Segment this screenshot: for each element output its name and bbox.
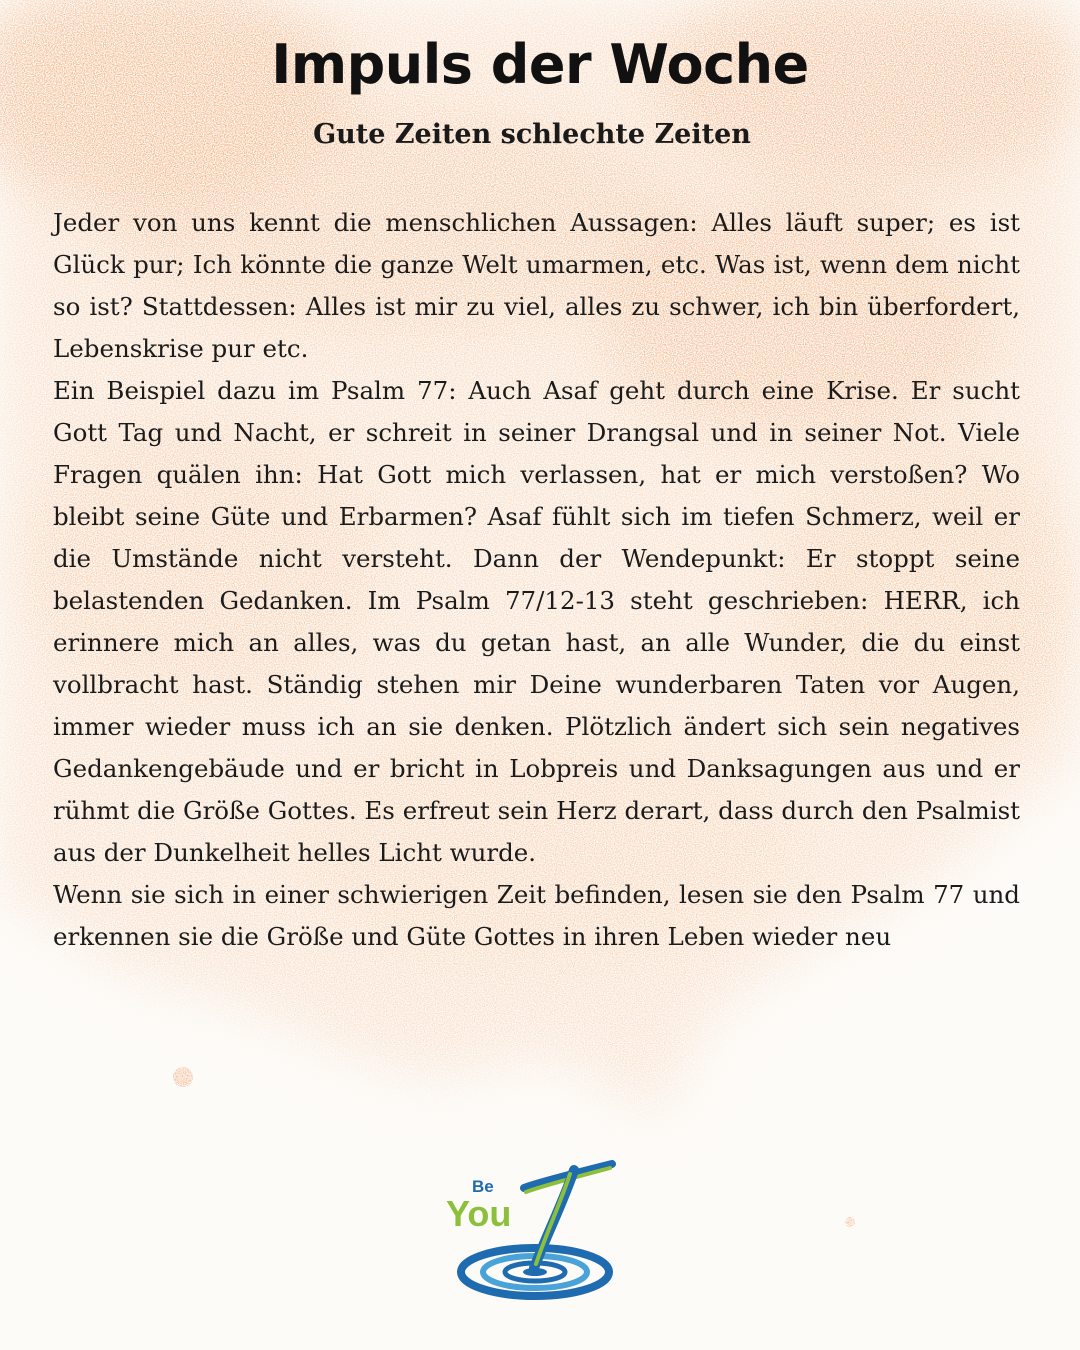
paragraph-3: Wenn sie sich in einer schwierigen Zeit befinden, lesen sie den Psalm 77 und erkennen sie die Größe und Güte Gottes in ihren Leben wieder neu [53, 880, 1020, 951]
page-subtitle: Gute Zeiten schlechte Zeiten [313, 119, 751, 150]
body-text [53, 202, 1020, 958]
page-title: Impuls der Woche [271, 33, 809, 96]
be-you-logo [440, 1160, 625, 1310]
paragraph-1: Jeder von uns kennt die menschlichen Aussagen: Alles läuft super; es ist Glück pur; Ich könnte die ganze Welt umarmen, etc. Was ist, wenn dem nicht so ist? Stattdessen: Alles ist mir zu viel, alles zu schwer, ich bin überfordert, Lebenskrise pur etc. [53, 208, 1020, 363]
logo-be-text: Be [472, 1177, 494, 1196]
paragraph-2: Ein Beispiel dazu im Psalm 77: Auch Asaf geht durch eine Krise. Er sucht Gott Tag und Nacht, er schreit in seiner Drangsal und in seiner Not. Viele Fragen quälen ihn: Hat Gott mich verlassen, hat er mich verstoßen? Wo bleibt seine Güte und Erbarmen? Asaf fühlt sich im tiefen Schmerz, weil er die Umstände nicht versteht. Dann der Wendepunkt: Er stoppt seine belastenden Gedanken. Im Psalm 77/12-13 steht geschrieben: HERR, ich erinnere mich an alles, was du getan hast, an alle Wunder, die du einst vollbracht hast. Ständig stehen mir Deine wunderbaren Taten vor Augen, immer wieder muss ich an sie denken. Plötzlich ändert sich sein negatives Gedankengebäude und er bricht in Lobpreis und Danksagungen aus und er rühmt die Größe Gottes. Es erfreut sein Herz derart, dass durch den Psalmist aus der Dunkelheit helles Licht wurde. [53, 376, 1020, 867]
logo-you-text: You [446, 1193, 512, 1234]
